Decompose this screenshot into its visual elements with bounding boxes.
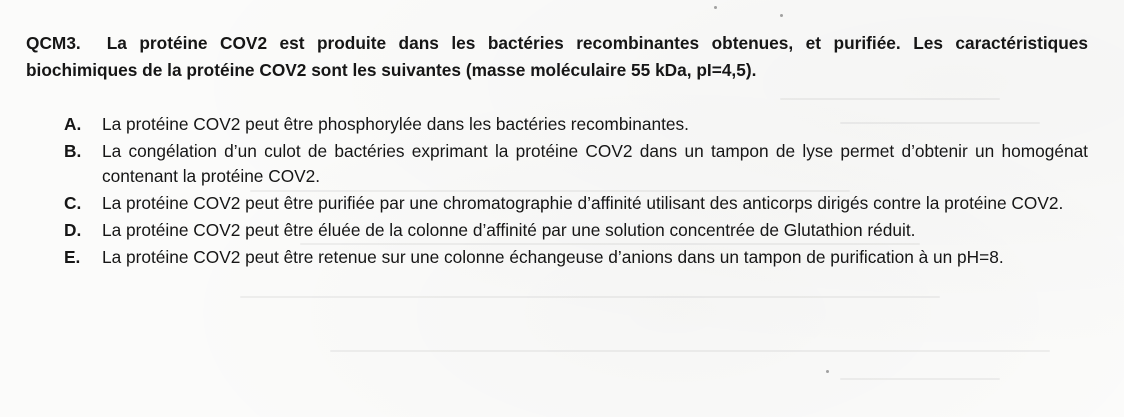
option-a (64, 112, 1088, 137)
option-letter: C. (64, 193, 82, 213)
option-letter: B. (64, 141, 82, 161)
speck (714, 6, 717, 9)
question-text: La protéine COV2 est produite dans les bactéries recombinantes obtenues, et purifiée. Les caractéristiques biochimiques de la protéine COV2 sont les suivantes (masse moléculaire 55 kDa, pI=4,5). (26, 33, 1088, 80)
option-c (64, 191, 1088, 216)
question-stem (26, 30, 1088, 84)
option-letter: A. (64, 114, 82, 134)
option-text: La protéine COV2 peut être phosphorylée dans les bactéries recombinantes. (102, 114, 689, 134)
option-d (64, 218, 1088, 243)
speck (826, 370, 829, 373)
option-e (64, 245, 1088, 270)
option-text: La congélation d’un culot de bactéries exprimant la protéine COV2 dans un tampon de lyse permet d’obtenir un homogénat contenant la protéine COV2. (102, 141, 1088, 186)
option-b (64, 139, 1088, 189)
option-letter: D. (64, 220, 82, 240)
bleed-through-line (330, 350, 1050, 352)
option-text: La protéine COV2 peut être éluée de la colonne d’affinité par une solution concentrée de Glutathion réduit. (102, 220, 916, 240)
option-text: La protéine COV2 peut être purifiée par une chromatographie d’affinité utilisant des anticorps dirigés contre la protéine COV2. (102, 193, 1064, 213)
bleed-through-line (240, 296, 940, 298)
answer-options-list (64, 112, 1088, 272)
bleed-through-line (840, 378, 1000, 380)
option-text: La protéine COV2 peut être retenue sur une colonne échangeuse d’anions dans un tampon de purification à un pH=8. (102, 247, 1004, 267)
option-letter: E. (64, 247, 81, 267)
question-number: QCM3. (26, 33, 81, 53)
bleed-through-line (780, 98, 1000, 100)
speck (780, 14, 783, 17)
